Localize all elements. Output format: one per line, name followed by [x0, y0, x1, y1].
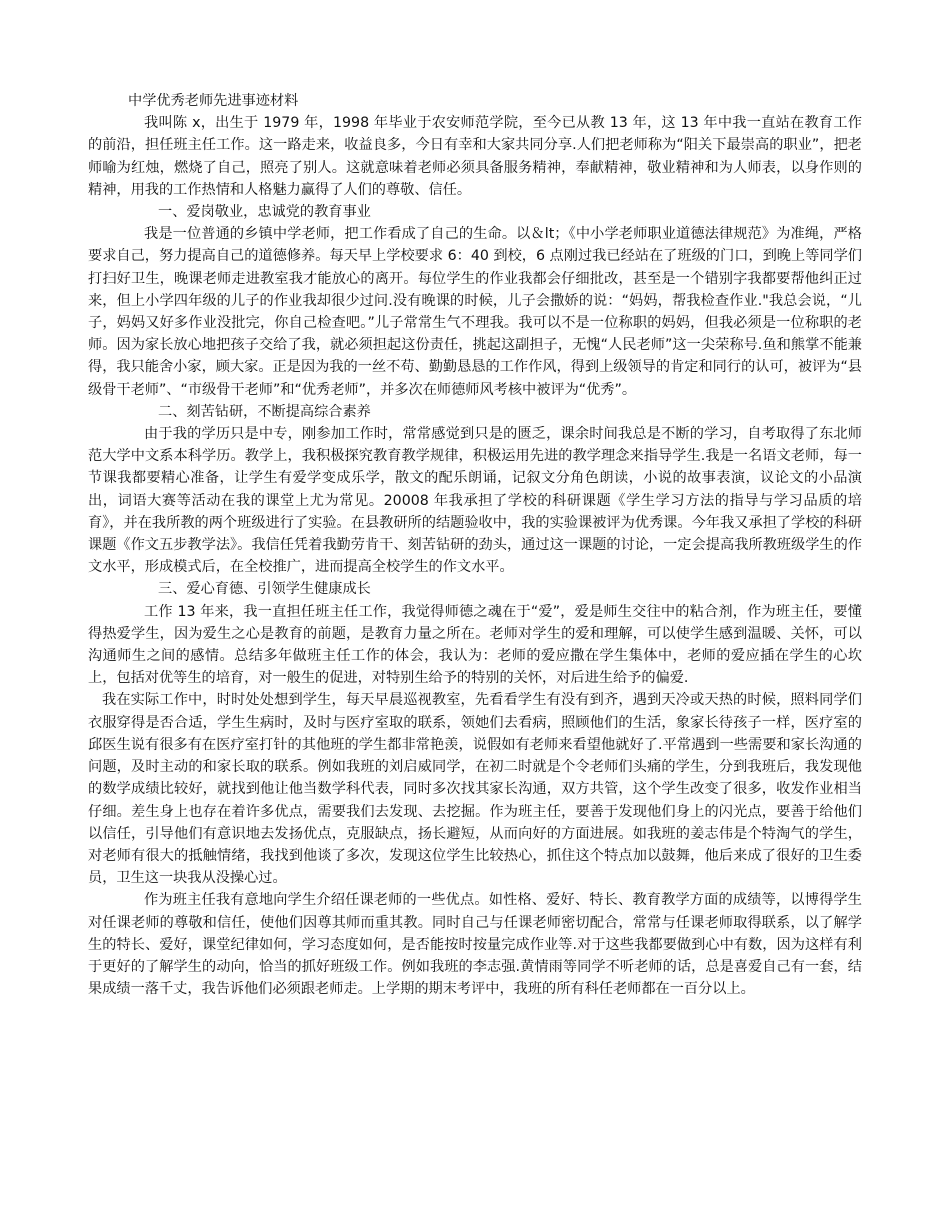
document-body — [88, 90, 862, 1000]
paragraph-section-1: 我是一位普通的乡镇中学老师，把工作看成了自己的生命。以＆lt；《中小学老师职业道德法律规范》为准绳，严格要求自己，努力提高自己的道德修养。每天早上学校要求 6：40 到校，6 点刚过我已经站在了班级的门口，到晚上等同学们打扫好卫生，晚课老师走进教室我才能放心的离开。每位学生的作业我都会仔细批改，甚至是一个错别字我都要帮他纠正过来，但上小学四年级的儿子的作业我却很少过问.没有晚课的时候，儿子会撒娇的说：“妈妈，帮我检查作业."我总会说，“儿子，妈妈又好多作业没批完，你自己检查吧。”儿子常常生气不理我。我可以不是一位称职的妈妈，但我必须是一位称职的老师。因为家长放心地把孩子交给了我，就必须担起这份责任，挑起这副担子，无愧“人民老师”这一尖荣称号.鱼和熊掌不能兼得，我只能舍小家，顾大家。正是因为我的一丝不苟、勤勤恳恳的工作作风，得到上级领导的肯定和同行的认可，被评为“县级骨干老师”、“市级骨干老师”和“优秀老师”，并多次在师德师风考核中被评为“优秀”。 — [88, 226, 862, 398]
paragraph-section-3c: 作为班主任我有意地向学生介绍任课老师的一些优点。如性格、爱好、特长、教育教学方面的成绩等，以博得学生对任课老师的尊敬和信任，使他们因尊其师而重其教。同时自己与任课老师密切配合，常常与任课老师取得联系，以了解学生的特长、爱好，课堂纪律如何，学习态度如何，是否能按时按量完成作业等.对于这些我都要做到心中有数，因为这样有利于更好的了解学生的动向，恰当的抓好班级工作。例如我班的李志强.黄情雨等同学不听老师的话，总是喜爱自己有一套，结果成绩一落千丈，我告诉他们必须跟老师走。上学期的期末考评中，我班的所有科任老师都在一百分以上。 — [88, 892, 862, 998]
section-heading-1: 一、爱岗敬业，忠诚党的教育事业 — [158, 204, 371, 221]
document-title: 中学优秀老师先进事迹材料 — [128, 93, 299, 109]
paragraph-section-3b: 我在实际工作中，时时处处想到学生，每天早晨巡视教室，先看看学生有没有到齐，遇到天冷或天热的时候，照料同学们衣服穿得是否合适，学生生病时，及时与医疗室取的联系，领她们去看病，照顾他们的生活，象家长待孩子一样，医疗室的邱医生说有很多有在医疗室打针的其他班的学生都非常艳羡，说假如有老师来看望他就好了.平常遇到一些需要和家长沟通的问题，及时主动的和家长取的联系。例如我班的刘启威同学，在初二时就是个令老师们头痛的学生，分到我班后，我发现他的数学成绩比较好，就找到他让他当数学科代表，同时多次找其家长沟通，双方共管，这个学生改变了很多，收发作业相当仔细。差生身上也存在着许多优点，需要我们去发现、去挖掘。作为班主任，要善于发现他们身上的闪光点，要善于给他们以信任，引导他们有意识地去发扬优点，克服缺点，扬长避短，从而向好的方面进展。如我班的姜志伟是个特淘气的学生，对老师有很大的抵触情绪，我找到他谈了多次，发现这位学生比较热心，抓住这个特点加以鼓舞，他后来成了很好的卫生委员，卫生这一块我从没操心过。 — [88, 692, 862, 887]
paragraph-section-2: 由于我的学历只是中专，刚参加工作时，常常感觉到只是的匮乏，课余时间我总是不断的学习，自考取得了东北师范大学中文系本科学历。教学上，我积极探究教育教学规律，积极运用先进的教学理念来指导学生.我是一名语文老师，每一节课我都要精心准备，让学生有爱学变成乐学，散文的配乐朗诵，记叙文分角色朗读，小说的故事表演，议论文的小品演出，词语大赛等活动在我的课堂上尤为常见。20008 年我承担了学校的科研课题《学生学习方法的指导与学习品质的培育》，并在我所教的两个班级进行了实验。在县教研所的结题验收中，我的实验课被评为优秀课。今年我又承担了学校的科研课题《作文五步教学法》。我信任凭着我勤劳肯干、刻苦钻研的劲头，通过这一课题的讨论，一定会提高我所教班级学生的作文水平，形成模式后，在全校推广，进而提高全校学生的作文水平。 — [88, 426, 862, 576]
section-heading-3: 三、爱心育德、引领学生健康成长 — [158, 581, 371, 598]
section-heading-2: 二、刻苦钻研，不断提高综合素养 — [158, 403, 371, 420]
paragraph-intro: 我叫陈 x，出生于 1979 年，1998 年毕业于农安师范学院，至今已从教 13 年，这 13 年中我一直站在教育工作的前沿，担任班主任工作。这一路走来，收益良多，今日有幸和大家共同分享.人们把老师称为“阳关下最崇高的职业”，把老师喻为红烛，燃烧了自己，照亮了别人。这就意味着老师必须具备服务精神，奉献精神，敬业精神和为人师表，以身作则的精神，用我的工作热情和人格魅力赢得了人们的尊敬、信任。 — [88, 115, 862, 198]
paragraph-section-3a: 工作 13 年来，我一直担任班主任工作，我觉得师德之魂在于“爱”，爱是师生交往中的粘合剂，作为班主任，要懂得热爱学生，因为爱生之心是教育的前题，是教育力量之所在。老师对学生的爱和理解，可以使学生感到温暖、关怀，可以沟通师生之间的感情。总结多年做班主任工作的体会，我认为：老师的爱应撒在学生集体中，老师的爱应插在学生的心坎上，包括对优等生的培育，对一般生的促进，对特别生给予的特别的关怀，对后进生给予的偏爱. — [88, 603, 862, 687]
